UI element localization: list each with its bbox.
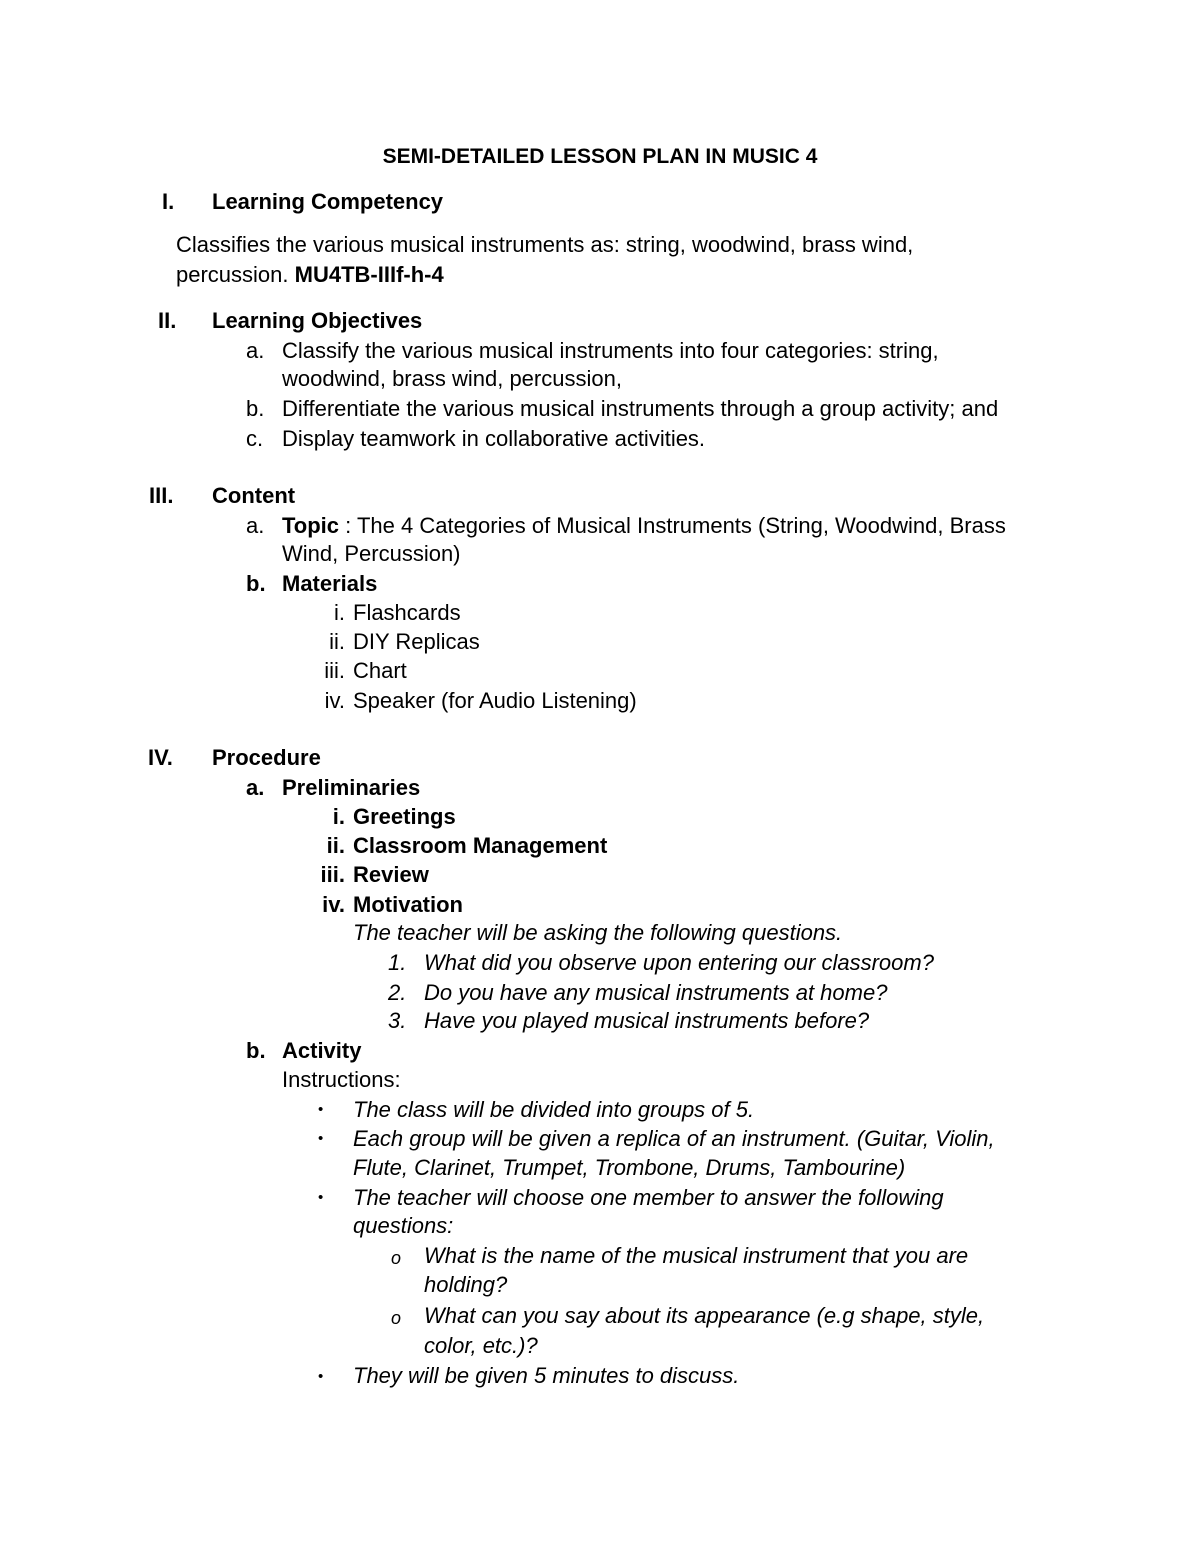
- material-marker: iv.: [324, 688, 345, 713]
- topic-line2: Wind, Percussion): [282, 541, 461, 566]
- content-a-marker: a.: [246, 513, 265, 538]
- prelim-item: Review: [353, 862, 429, 887]
- question-marker: 2.: [388, 980, 407, 1005]
- question-item: What did you observe upon entering our classroom?: [424, 950, 934, 975]
- objective-a-line1: Classify the various musical instruments into four categories: string,: [282, 338, 939, 363]
- objective-c-text: Display teamwork in collaborative activities.: [282, 426, 706, 451]
- material-marker: i.: [334, 600, 345, 625]
- prelim-item: Classroom Management: [353, 833, 608, 858]
- section-3-number: III.: [149, 483, 174, 508]
- material-marker: ii.: [329, 629, 345, 654]
- activity-sub-1-line1: What is the name of the musical instrument that you are: [424, 1243, 969, 1268]
- competency-text-line2: [176, 264, 444, 286]
- circle-bullet-icon: o: [391, 1248, 402, 1268]
- prelim-marker: i.: [332, 804, 345, 829]
- activity-sub-1-line2: holding?: [424, 1272, 508, 1297]
- question-item: Do you have any musical instruments at home?: [424, 980, 888, 1005]
- section-1-number: I.: [162, 189, 175, 214]
- topic-label: Topic: [282, 513, 340, 538]
- activity-bullet-4: They will be given 5 minutes to discuss.: [353, 1363, 740, 1388]
- activity-bullet-1: The class will be divided into groups of 5.: [353, 1097, 755, 1122]
- preliminaries-label: Preliminaries: [282, 775, 421, 800]
- activity-bullet-3-line2: questions:: [353, 1213, 454, 1238]
- section-4-number: IV.: [148, 745, 173, 770]
- bullet-icon: •: [318, 1189, 324, 1206]
- page-title: SEMI-DETAILED LESSON PLAN IN MUSIC 4: [382, 145, 818, 168]
- material-item: Speaker (for Audio Listening): [353, 688, 637, 713]
- material-item: DIY Replicas: [353, 629, 480, 654]
- section-1-heading: Learning Competency: [212, 189, 444, 214]
- objective-a-marker: a.: [246, 338, 265, 363]
- bullet-icon: •: [318, 1101, 324, 1118]
- activity-sub-2-line1: What can you say about its appearance (e.g shape, style,: [424, 1303, 985, 1328]
- prelim-marker: iv.: [322, 892, 345, 917]
- objective-c-marker: c.: [246, 426, 264, 451]
- objective-a-line2: woodwind, brass wind, percussion,: [282, 366, 622, 391]
- procedure-b-marker: b.: [246, 1038, 266, 1063]
- competency-text-line1: Classifies the various musical instruments as: string, woodwind, brass wind,: [176, 232, 914, 257]
- question-marker: 1.: [388, 950, 407, 975]
- activity-label: Activity: [282, 1038, 362, 1063]
- prelim-marker: iii.: [320, 862, 345, 887]
- section-4-heading: Procedure: [212, 745, 321, 770]
- question-item: Have you played musical instruments before?: [424, 1008, 870, 1033]
- prelim-item: Motivation: [353, 892, 463, 917]
- instructions-label: Instructions:: [282, 1067, 401, 1092]
- circle-bullet-icon: o: [391, 1308, 402, 1328]
- competency-code: MU4TB-IIIf-h-4: [294, 262, 444, 287]
- motivation-intro: The teacher will be asking the following questions.: [353, 920, 843, 945]
- bullet-icon: •: [318, 1368, 324, 1385]
- activity-bullet-3-line1: The teacher will choose one member to answer the following: [353, 1185, 944, 1210]
- material-marker: iii.: [324, 658, 345, 683]
- activity-sub-2-line2: color, etc.)?: [424, 1333, 538, 1358]
- question-marker: 3.: [388, 1008, 407, 1033]
- materials-label: Materials: [282, 571, 378, 596]
- competency-text-end: percussion.: [176, 262, 289, 287]
- section-2-number: II.: [158, 308, 177, 333]
- prelim-marker: ii.: [326, 833, 345, 858]
- topic-line1: [282, 515, 1006, 537]
- section-3-heading: Content: [212, 483, 296, 508]
- material-item: Flashcards: [353, 600, 461, 625]
- procedure-a-marker: a.: [246, 775, 265, 800]
- topic-text: : The 4 Categories of Musical Instruments (String, Woodwind, Brass: [339, 513, 1006, 538]
- bullet-icon: •: [318, 1130, 324, 1147]
- objective-b-marker: b.: [246, 396, 265, 421]
- activity-bullet-2-line1: Each group will be given a replica of an instrument. (Guitar, Violin,: [353, 1126, 995, 1151]
- section-2-heading: Learning Objectives: [212, 308, 423, 333]
- material-item: Chart: [353, 658, 407, 683]
- objective-b-text: Differentiate the various musical instruments through a group activity; and: [282, 396, 999, 421]
- prelim-item: Greetings: [353, 804, 456, 829]
- content-b-marker: b.: [246, 571, 266, 596]
- activity-bullet-2-line2: Flute, Clarinet, Trumpet, Trombone, Drums, Tambourine): [353, 1155, 906, 1180]
